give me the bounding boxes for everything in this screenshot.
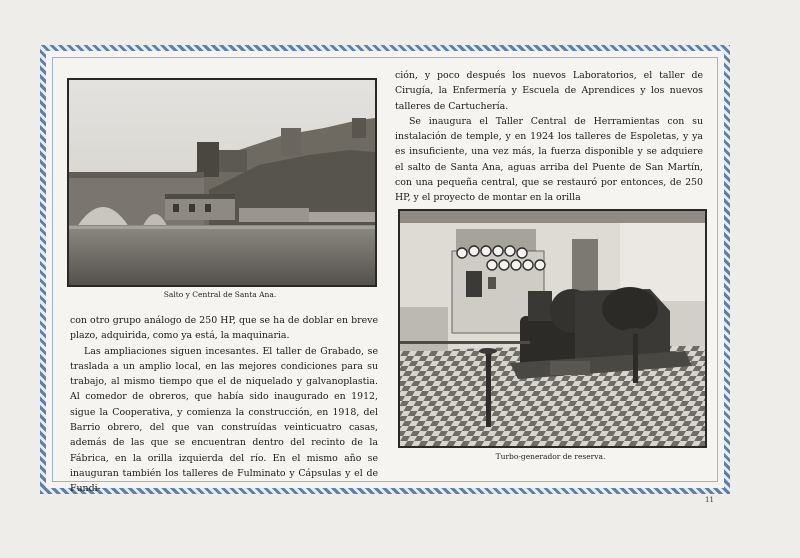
photo-turbo-generador xyxy=(398,209,707,448)
page-number: 11 xyxy=(705,496,714,504)
right-column-text xyxy=(395,68,703,206)
right-continuation-paragraph: ción, y poco después los nuevos Laboratorios, el taller de Cirugía, la Enfermería y Escuela de Aprendices y los nuevos talleres de Cartuchería. xyxy=(395,70,703,112)
left-column-text xyxy=(70,313,378,497)
photo-caption-left: Salto y Central de Santa Ana. xyxy=(163,290,277,299)
left-paragraph: Las ampliaciones siguen incesantes. El taller de Grabado, se traslada a un amplio local, en las mejores condiciones para su trabajo, al mismo tiempo que el de niquelado y galvanoplastia. Al comedor de obreros, que había sido inaugurado en 1912, sigue la Cooperativa, y comienza la construcción, en 1918, del Barrio obrero, del que van construídas veinticuatro casas, además de las que se encuentran dentro del recinto de la Fábrica, en la orilla izquierda del río. En el mismo año se inauguran también los talleres de Fulminato y Cápsulas y el de Fundi- xyxy=(70,345,378,495)
turbine-hall-photo-illustration xyxy=(400,211,705,446)
left-continuation-paragraph: con otro grupo análogo de 250 HP, que se ha de doblar en breve plazo, adquirida, como ya está, la maquinaria. xyxy=(70,315,378,342)
bridge-photo-illustration xyxy=(69,80,375,285)
photo-salto-santa-ana xyxy=(67,78,377,287)
photo-caption-right: Turbo-generador de reserva. xyxy=(495,452,606,461)
right-paragraph: Se inaugura el Taller Central de Herramientas con su instalación de temple, y en 1924 los talleres de Espoletas, y ya es insuficiente, una vez más, la fuerza disponible y se adquiere el salto de Santa Ana, aguas arriba del Puente de San Martín, con una pequeña central, que se restauró por entonces, de 250 HP, y el proyecto de montar en la orilla xyxy=(395,115,703,204)
